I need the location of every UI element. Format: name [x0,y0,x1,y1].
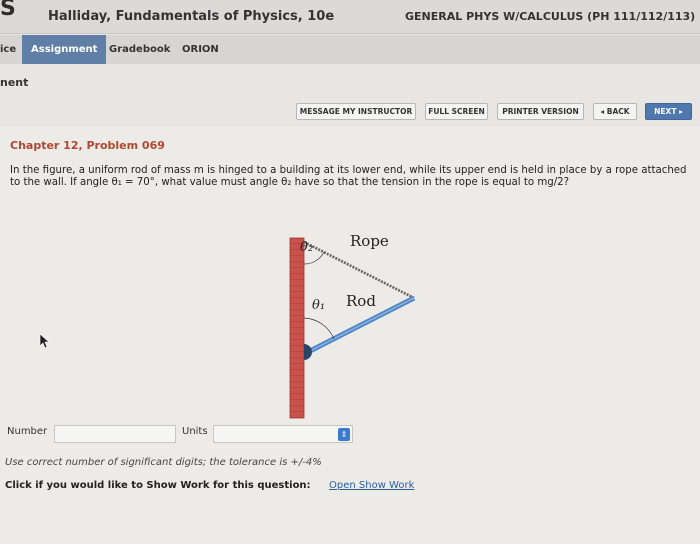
number-label: Number [7,426,48,437]
back-button[interactable]: ◂ BACK [593,103,637,120]
section-label: nent [0,76,29,89]
wiley-logo: S [0,0,16,21]
theta2-label: θ₂ [300,240,314,255]
hinge [304,344,312,360]
problem-title: Chapter 12, Problem 069 [10,139,165,152]
nav-tabs [0,35,700,64]
tab-assignment[interactable]: Assignment [22,35,106,64]
rope [304,242,414,298]
rod-label: Rod [346,292,376,310]
open-show-work-link[interactable]: Open Show Work [329,480,415,491]
rod-rope-figure [280,220,420,420]
next-button[interactable]: NEXT ▸ [645,103,692,120]
units-label: Units [182,426,208,437]
theta1-arc [304,318,334,339]
full-screen-button[interactable]: FULL SCREEN [425,103,488,120]
show-work-label: Click if you would like to Show Work for this question: [5,480,311,491]
course-title: GENERAL PHYS W/CALCULUS (PH 111/112/113) [405,10,696,23]
tolerance-note: Use correct number of significant digits; the tolerance is +/-4% [5,457,322,468]
tab-gradebook[interactable]: Gradebook [109,44,171,55]
units-select[interactable] [213,425,353,443]
problem-text-line-1: In the figure, a uniform rod of mass m is hinged to a building at its lower end, while its upper end is held in place by a rope attached [10,165,687,176]
tab-orion[interactable]: ORION [182,44,219,55]
book-title: Halliday, Fundamentals of Physics, 10e [48,9,335,24]
problem-text [10,165,690,189]
select-arrows-icon[interactable]: ⇕ [338,428,350,441]
problem-text-line-2: to the wall. If angle θ₁ = 70°, what value must angle θ₂ have so that the tension in the rope is equal to mg/2? [10,177,570,188]
rope-label: Rope [350,232,389,250]
building-wall [290,238,304,418]
app-header [0,0,700,34]
tab-ice[interactable]: ice [0,44,17,55]
mouse-pointer-icon [39,333,51,349]
printer-version-button[interactable]: PRINTER VERSION [497,103,584,120]
message-instructor-button[interactable]: MESSAGE MY INSTRUCTOR [296,103,416,120]
theta1-label: θ₁ [312,298,326,313]
number-input[interactable] [54,425,176,443]
